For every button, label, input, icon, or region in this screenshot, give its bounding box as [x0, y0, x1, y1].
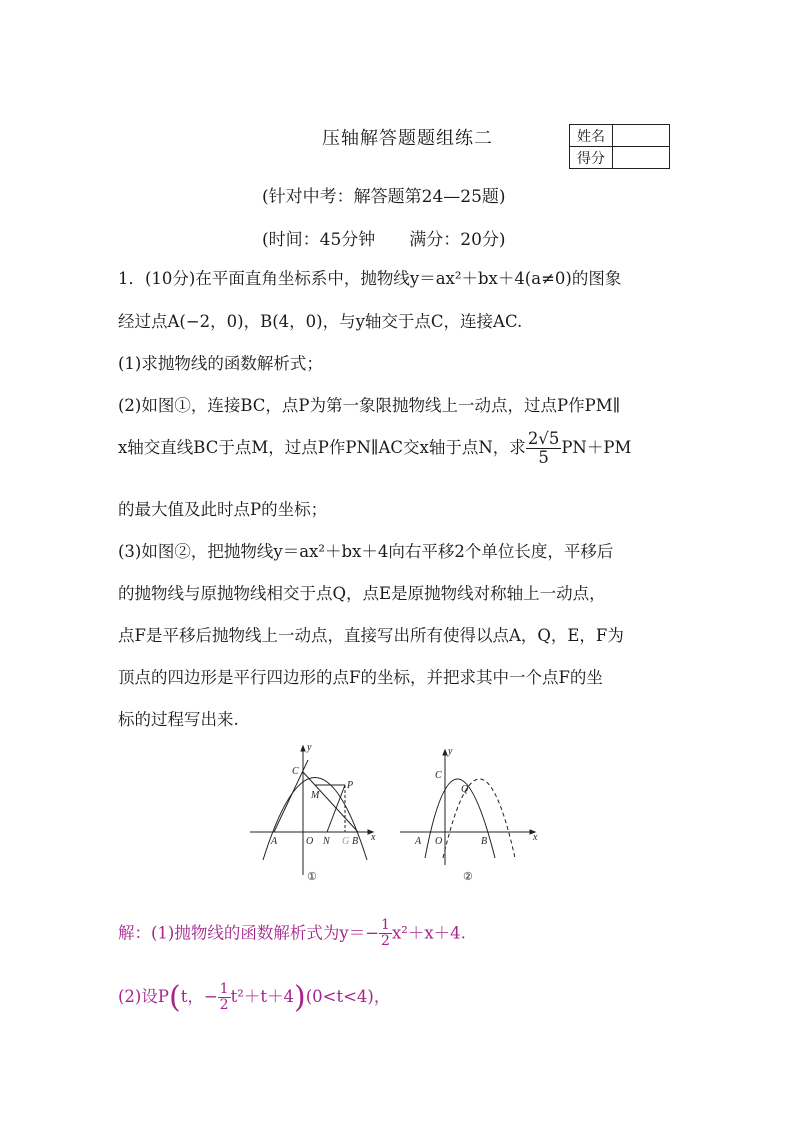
- fig1-label-G: G: [342, 836, 350, 847]
- question-3-line3: 点F是平移后抛物线上一动点，直接写出所有使得以点A，Q，E，F为: [118, 626, 624, 645]
- name-label: 姓名: [570, 125, 613, 147]
- problem-figures: [245, 740, 555, 890]
- sol2-t: t，−: [180, 987, 218, 1006]
- figure-1: [250, 746, 373, 875]
- sol2-prefix: (2)设P: [118, 987, 169, 1006]
- sol2-frac-num: 1: [219, 980, 229, 997]
- question-3-line1: (3)如图②，把抛物线y＝ax²＋bx＋4向右平移2个单位长度，平移后: [118, 542, 614, 561]
- problem-intro-line1: 1．(10分)在平面直角坐标系中，抛物线y＝ax²＋bx＋4(a≠0)的图象: [118, 269, 622, 288]
- sol1-frac-den: 2: [381, 933, 390, 950]
- score-field[interactable]: [613, 147, 670, 169]
- subtitle: (针对中考：解答题第24—25题): [262, 187, 506, 207]
- q2-text-a: x轴交直线BC于点M，过点P作PN∥AC交x轴于点N，求: [118, 438, 526, 458]
- fig2-label-B: B: [481, 836, 488, 847]
- q2-text-b: PN＋PM: [561, 438, 632, 458]
- score-box: [569, 124, 670, 169]
- q2-frac-denominator: 5: [538, 448, 549, 468]
- sol2-left-paren: (: [168, 980, 181, 1015]
- fig1-y-arrow: [301, 746, 305, 751]
- sol2-rest: t²＋t＋4: [230, 987, 294, 1006]
- score-label: 得分: [570, 147, 613, 169]
- sol1-frac-num: 1: [381, 917, 390, 933]
- page-title: 压轴解答题题组练二: [322, 128, 493, 149]
- sol2-fraction: [218, 982, 231, 1014]
- figure-2-labels: [414, 746, 538, 883]
- question-3-line2: 的抛物线与原抛物线相交于点Q，点E是原抛物线对称轴上一动点，: [118, 584, 606, 603]
- sol1-prefix: 解：(1)抛物线的函数解析式为y＝−: [118, 923, 380, 943]
- fig1-label-A: A: [271, 836, 278, 847]
- fig1-label-O: O: [306, 836, 314, 847]
- sol2-range: (0<t<4)，: [305, 987, 391, 1006]
- question-2-line1: (2)如图①，连接BC，点P为第一象限抛物线上一动点，过点P作PM∥: [118, 396, 621, 415]
- fig2-caption: ②: [463, 871, 473, 883]
- question-3-line4: 顶点的四边形是平行四边形的点F的坐标，并把求其中一个点F的坐: [118, 668, 603, 687]
- fig2-label-A: A: [415, 836, 422, 847]
- fig1-label-C: C: [292, 766, 299, 777]
- fig1-label-x: x: [371, 832, 376, 843]
- fig1-label-B: B: [352, 836, 359, 847]
- sol2-frac-den: 2: [219, 997, 229, 1013]
- fig1-label-y: y: [307, 742, 312, 753]
- sol2-right-paren: ): [293, 980, 306, 1015]
- q2-fraction: [526, 430, 562, 467]
- sol1-fraction: [379, 918, 392, 950]
- fig1-line-PN: [327, 785, 345, 832]
- question-2-line2: [118, 430, 631, 467]
- fig2-label-C: C: [435, 770, 442, 781]
- question-2-line3: 的最大值及此时点P的坐标；: [118, 500, 328, 519]
- fig1-label-P: P: [347, 780, 354, 791]
- problem-intro-line2: 经过点A(−2，0)，B(4，0)，与y轴交于点C，连接AC.: [118, 312, 523, 331]
- fig2-label-Q: Q: [461, 784, 469, 795]
- fig2-label-x: x: [533, 832, 538, 843]
- fig1-label-M: M: [311, 790, 320, 801]
- question-3-line5: 标的过程写出来.: [118, 710, 239, 729]
- question-1: (1)求抛物线的函数解析式；: [118, 354, 323, 373]
- fig2-shifted-parabola: [443, 779, 515, 858]
- solution-part-2: [118, 980, 390, 1015]
- fig2-label-y: y: [448, 746, 453, 757]
- fig2-label-O: O: [435, 836, 443, 847]
- fig1-label-N: N: [323, 836, 330, 847]
- figure-2: [400, 750, 535, 865]
- solution-part-1: [118, 918, 466, 950]
- name-field[interactable]: [613, 125, 670, 147]
- q2-frac-numerator: 2√5: [527, 429, 560, 448]
- time-info: (时间：45分钟 满分：20分): [262, 230, 506, 250]
- fig1-caption: ①: [307, 871, 317, 883]
- figure-1-labels: [270, 742, 376, 883]
- sol1-suffix: x²＋x＋4.: [391, 923, 466, 943]
- fig2-y-arrow: [443, 750, 447, 755]
